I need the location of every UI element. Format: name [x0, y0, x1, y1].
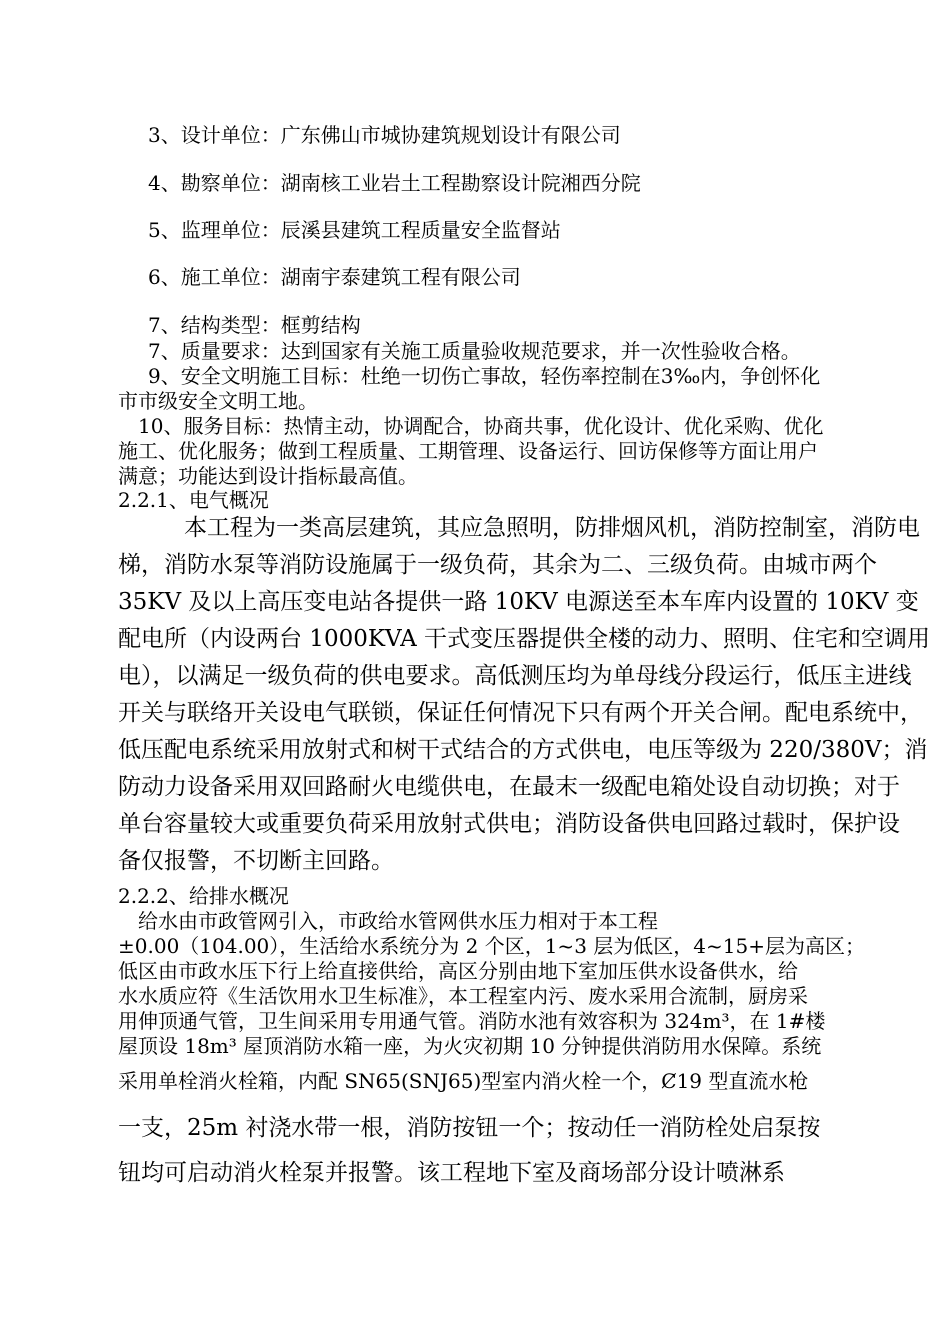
item-safety-goal-line1: 9、安全文明施工目标：杜绝一切伤亡事故，轻伤率控制在3‰内，争创怀化	[148, 364, 821, 388]
item-supervision-unit: 5、监理单位：辰溪县建筑工程质量安全监督站	[148, 218, 561, 242]
item-safety-goal-line2: 市市级安全文明工地。	[118, 389, 318, 413]
item-service-goal-line2: 施工、优化服务；做到工程质量、工期管理、设备运行、回访保修等方面让用户	[118, 439, 818, 463]
plumbing-line: 给水由市政管网引入，市政给水管网供水压力相对于本工程	[138, 909, 658, 933]
heading-electrical: 2.2.1、电气概况	[118, 488, 269, 512]
item-design-unit: 3、设计单位：广东佛山市城协建筑规划设计有限公司	[148, 123, 621, 147]
plumbing-line: 一支，25m 衬浇水带一根，消防按钮一个；按动任一消防栓处启泵按	[118, 1115, 821, 1141]
electrical-line: 备仅报警，不切断主回路。	[118, 848, 394, 874]
electrical-line: 开关与联络开关设电气联锁，保证任何情况下只有两个开关合闸。配电系统中，	[118, 700, 923, 726]
electrical-line: 本工程为一类高层建筑，其应急照明，防排烟风机，消防控制室，消防电	[184, 515, 920, 541]
electrical-line: 电），以满足一级负荷的供电要求。高低测压均为单母线分段运行，低压主进线	[118, 663, 912, 689]
item-structure-type: 7、结构类型：框剪结构	[148, 313, 361, 337]
plumbing-line: 用伸顶通气管，卫生间采用专用通气管。消防水池有效容积为 324m³，在 1#楼	[118, 1009, 826, 1033]
electrical-line: 单台容量较大或重要负荷采用放射式供电；消防设备供电回路过载时，保护设	[118, 811, 900, 837]
plumbing-line: 水水质应符《生活饮用水卫生标准》，本工程室内污、废水采用合流制，厨房采	[118, 984, 808, 1008]
item-service-goal-line3: 满意；功能达到设计指标最高值。	[118, 464, 418, 488]
plumbing-line: ±0.00（104.00），生活给水系统分为 2 个区，1~3 层为低区，4~15+层为高区；	[118, 934, 865, 958]
item-construction-unit: 6、施工单位：湖南宇泰建筑工程有限公司	[148, 265, 521, 289]
plumbing-line: 屋顶设 18m³ 屋顶消防水箱一座，为火灾初期 10 分钟提供消防用水保障。系统	[118, 1034, 822, 1058]
electrical-line: 配电所（内设两台 1000KVA 干式变压器提供全楼的动力、照明、住宅和空调用	[118, 626, 930, 652]
electrical-line: 防动力设备采用双回路耐火电缆供电，在最末一级配电箱处设自动切换；对于	[118, 774, 900, 800]
heading-plumbing: 2.2.2、给排水概况	[118, 884, 289, 908]
electrical-line: 低压配电系统采用放射式和树干式结合的方式供电，电压等级为 220/380V；消	[118, 737, 928, 763]
electrical-line: 35KV 及以上高压变电站各提供一路 10KV 电源送至本车库内设置的 10KV 变	[118, 589, 919, 615]
plumbing-line: 低区由市政水压下行上给直接供给，高区分别由地下室加压供水设备供水，给	[118, 959, 798, 983]
plumbing-line: 采用单栓消火栓箱，内配 SN65(SNJ65)型室内消火栓一个，Ȼ19 型直流水枪	[118, 1069, 809, 1093]
item-quality-requirement: 7、质量要求：达到国家有关施工质量验收规范要求，并一次性验收合格。	[148, 339, 801, 363]
plumbing-line: 钮均可启动消火栓泵并报警。该工程地下室及商场部分设计喷淋系	[118, 1160, 785, 1186]
item-survey-unit: 4、勘察单位：湖南核工业岩土工程勘察设计院湘西分院	[148, 171, 641, 195]
electrical-line: 梯，消防水泵等消防设施属于一级负荷，其余为二、三级负荷。由城市两个	[118, 552, 877, 578]
item-service-goal-line1: 10、服务目标：热情主动，协调配合，协商共事，优化设计、优化采购、优化	[138, 414, 824, 438]
